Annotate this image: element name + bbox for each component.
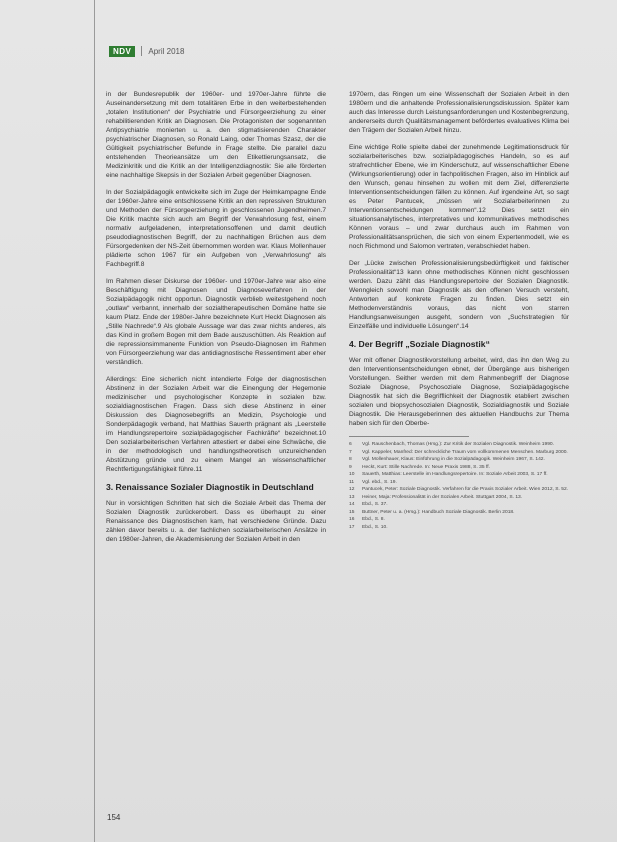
footnote-text: Heiner, Maja: Professionalität in der Sozialen Arbeit. Stuttgart 2004, S. 13. <box>362 494 523 500</box>
footnote <box>349 502 569 509</box>
footnote-text: Vgl. Rauschenbach, Thomas (Hrsg.): Zur Kritik der Sozialen Diagnostik. Weinheim 1990. <box>362 442 554 447</box>
footnote <box>349 480 569 487</box>
footnote-number: 12 <box>349 487 355 492</box>
footnote-number: 14 <box>349 502 355 507</box>
footnote-text: Vgl. Mollenhauer, Klaus: Einführung in die Sozialpädagogik. Weinheim 1967, S. 142. <box>362 457 545 462</box>
margin-rule <box>94 0 95 842</box>
footnote <box>349 495 569 502</box>
footnote-number: 10 <box>349 472 355 477</box>
issue-date: April 2018 <box>148 46 185 56</box>
footnote-number: 13 <box>349 494 355 500</box>
footnote-number: 15 <box>349 509 355 515</box>
paragraph: Im Rahmen dieser Diskurse der 1960er- und 1970er-Jahre war also eine Beschäftigung mit Diagnosen und Diagnoseverfahren in der Sozialpädagogik nicht opportun. Diagnostik verblieb weitestgehend noch „outlaw“ verbannt, innerhalb der sozialtherapeutischen Domäne hatte sie kaum Platz. Ende der 1980er-Jahre bezeichnete Kurt Heckt Diagnosen als „Stille Nachrede“.9 Als globale Aussage war das zwar nichts anderes, als das Kind in großem Bogen mit dem Bade auszuschütten. Als Reaktion auf die repressionsimmanente Funktion von Pseudo-Diagnosen im Rahmen von Fürsorgeerziehung war das antidiagnostische Ressentiment aber eher verständlich. <box>106 278 326 366</box>
section-4-heading: 4. Der Begriff „Soziale Diagnostik“ <box>349 339 490 349</box>
paragraph: Wer mit offener Diagnostikvorstellung arbeitet, wird, das ihn den Weg zu den Interventionsentscheidungen ebnet, der Übergänge aus bisherigen Vorstellungen. Seither werden mit dem Rahmenbegriff der Diagnose Soziale Diagnose, Psychosoziale Diagnose, Sozialpädagogische Diagnostik hat sich die Begrifflichkeit der Diagnostik etabliert zwischen sozialen und biopsychosozialen Diagnostik, Sozialdiagnostik und Soziale Diagnostik. Die Herausgeberinnen des aktuellen Handbuchs zur Thema haben sich für den Oberbe- <box>349 357 569 427</box>
footnote-rule <box>349 436 469 437</box>
footnote <box>349 510 569 517</box>
footnote-number: 16 <box>349 517 355 522</box>
footnote <box>349 525 569 532</box>
footnote-number: 9 <box>349 464 352 470</box>
footnote-text: Pantucek, Peter: Soziale Diagnostik. Verfahren für die Praxis Sozialer Arbeit. Wien 2012, S. 52. <box>362 487 569 492</box>
paragraph: Nur in vorsichtigen Schritten hat sich die Soziale Arbeit das Thema der Sozialen Diagnostik zurückerobert. Dass es überhaupt zu einer Renaissance des Diagnostischen kam, hat verschiedene Gründe. Dazu zählen davor bereits u. a. der fachlichen sozialarbeiterischen Ansätze in den 1980er-Jahren, die Akademisierung der Sozialen Arbeit in den <box>106 500 326 543</box>
footnote-text: Sauerth, Matthias: Leerstelle im Handlungsrepertoire. In: Soziale Arbeit 2003, S. 17 ff. <box>362 472 548 477</box>
footnote-number: 17 <box>349 524 355 530</box>
paragraph: in der Bundesrepublik der 1960er- und 1970er-Jahre führte die Auseinandersetzung mit dem totalitären Erbe in den weiterbestehenden „totalen Institutionen“ der Psychiatrie und Fürsorgeerziehung zu einer rehabilitierenden Kritik an Diagnosen. Die Protagonisten der sogenannten Antipsychiatrie monierten u. a. den stigmatisierenden Charakter psychiatrischer Diagnosen, so Ronald Laing, oder Thomas Szasz, der die Gültigkeit psychiatrischer Befunde in Frage stellte. Die parallel dazu entstehenden Theorieansätze um den Etikettierungsansatz, die Medizinkritik und die Kritik an der Intelligenzdiagnostik: Sie alle förderten eine nachhaltige Skepsis in der Sozialen Arbeit gegenüber Diagnosen. <box>106 91 326 179</box>
footnote-text: Ebd., S. 8. <box>362 517 385 522</box>
header-separator <box>141 46 142 56</box>
footnote-text: Vgl. Kappeler, Manfred: Der schreckliche Traum vom vollkommenen Menschen. Marburg 2000. <box>362 449 568 455</box>
footnote-text: Ebd., S. 10. <box>362 524 388 530</box>
left-column <box>106 90 326 552</box>
footnote <box>349 457 569 464</box>
right-column <box>349 90 569 532</box>
footnote <box>349 465 569 472</box>
footnote-text: Ebd., S. 37. <box>362 502 388 507</box>
footnote-number: 6 <box>349 442 352 447</box>
footnotes <box>349 442 569 531</box>
paragraph: Eine wichtige Rolle spielte dabei der zunehmende Legitimationsdruck für sozialarbeiterisches bzw. sozialpädagogisches Handeln, so es auf strafrechtlicher Ebene, wie im Kinderschutz, auf wissenschaftlicher Ebene (Wirkungsorientierung) oder in fachpolitischen Fragen, also im Hinblick auf den Wunsch, genau hinsehen zu wollen mit dem Ziel, differenzierte Interventionsentscheidungen fällen zu können. Auf irgendeine Art, so sagt es Peter Pantucek, „müssen wir Sozialarbeiterinnen zu Interventionsentscheidungen kommen“.12 Dies setzt ein situationsanalytisches, interpretatives und kommunikatives methodisches Können voraus – und zwar durchaus auch im Rahmen von Professionalitätsansprüchen, die sich von einem Expertenmodell, wie es noch Richmond und Salomon vertraten, verabschiedet haben. <box>349 144 569 250</box>
paragraph: Allerdings: Eine sicherlich nicht intendierte Folge der diagnostischen Abstinenz in der Sozialen Arbeit war die Einengung der Hegemonie medizinischer und psychologischer Konzepte in sozialen bzw. sozialdiagnostischen Fragen. Dass sich diese Abstinenz in einer Diskussion des Diagnosebegriffs an Medizin, Psychologie und Sonderpädagogik verband, hat Matthias Sauerth prägnant als „Leerstelle im Handlungsrepertoire sozialpädagogischer Fachkräfte“ bezeichnet.10 Den sozialarbeiterischen Verfahren attestiert er dabei eine Schwäche, die in der methodologisch und handlungstheoretisch unzureichenden Abstützung gründe und zu einem Mangel an wissenschaftlicher Rechtfertigungsfähigkeit führe.11 <box>106 376 326 473</box>
footnote-text: Vgl. ebd., S. 19. <box>362 479 397 485</box>
journal-badge: NDV <box>109 46 135 57</box>
page-number: 154 <box>107 813 121 822</box>
footnote-number: 11 <box>349 479 355 485</box>
footnote-number: 7 <box>349 449 352 455</box>
paragraph: In der Sozialpädagogik entwickelte sich im Zuge der Heimkampagne Ende der 1960er-Jahre eine entschlossene Kritik an den repressiven Strukturen und Methoden der Fürsorgeerziehung in geschlossenen Jugendheimen.7 Die Kritik machte sich auch am Begriff der Verwahrlosung fest, einem normativ aufgeladenen, interpretationsoffenen und damit deutlich pseudodiagnostischen Begriff, der zu nachhaltigen Brüchen aus dem Fürsorgedenken der NS-Zeit übernommen worden war. Klaus Mollenhauer plädierte schon 1967 für ein Aufgeben von „Verwahrlosung“ als Fachbegriff.8 <box>106 189 326 268</box>
page-header <box>109 45 184 57</box>
footnote-text: Buttner, Peter u. a. (Hrsg.): Handbuch Soziale Diagnostik. Berlin 2018. <box>362 509 515 515</box>
footnote <box>349 450 569 457</box>
paragraph: Der „Lücke zwischen Professionalisierungsbedürftigkeit und faktischer Professionalität“13 kann ohne methodisches Können nicht geschlossen werden. Dazu zählt das Handlungsrepertoire der Sozialen Diagnostik. Wenngleich sowohl man Diagnostik als den offenen Versuch versteht, Antworten auf konkrete Fragen zu finden. Dies setzt ein Methodenverständnis voraus, das nicht von starren Handlungsanweisungen ausgeht, sondern von „Suchstrategien für Einzelfälle und individuelle Lösungen“.14 <box>349 260 569 330</box>
footnote-number: 8 <box>349 457 352 462</box>
footnote <box>349 442 569 449</box>
footnote <box>349 472 569 479</box>
footnote <box>349 517 569 524</box>
footnote-text: Heckt, Kurt: Stille Nachrede. In: Neue Praxis 1988, S. 35 ff. <box>362 464 490 470</box>
paragraph: 1970ern, das Ringen um eine Wissenschaft der Sozialen Arbeit in den 1980ern und die anhaltende Professionalisierungsdiskussion. Später kam auch das Interesse durch Leistungsanforderungen und Kostenbegrenzung, andererseits durch Qualitätsmanagement befördertes evaluatives Klima bei den Trägern der Sozialen Arbeit hinzu. <box>349 91 569 134</box>
footnote <box>349 487 569 494</box>
section-3-heading: 3. Renaissance Sozialer Diagnostik in Deutschland <box>106 482 314 492</box>
